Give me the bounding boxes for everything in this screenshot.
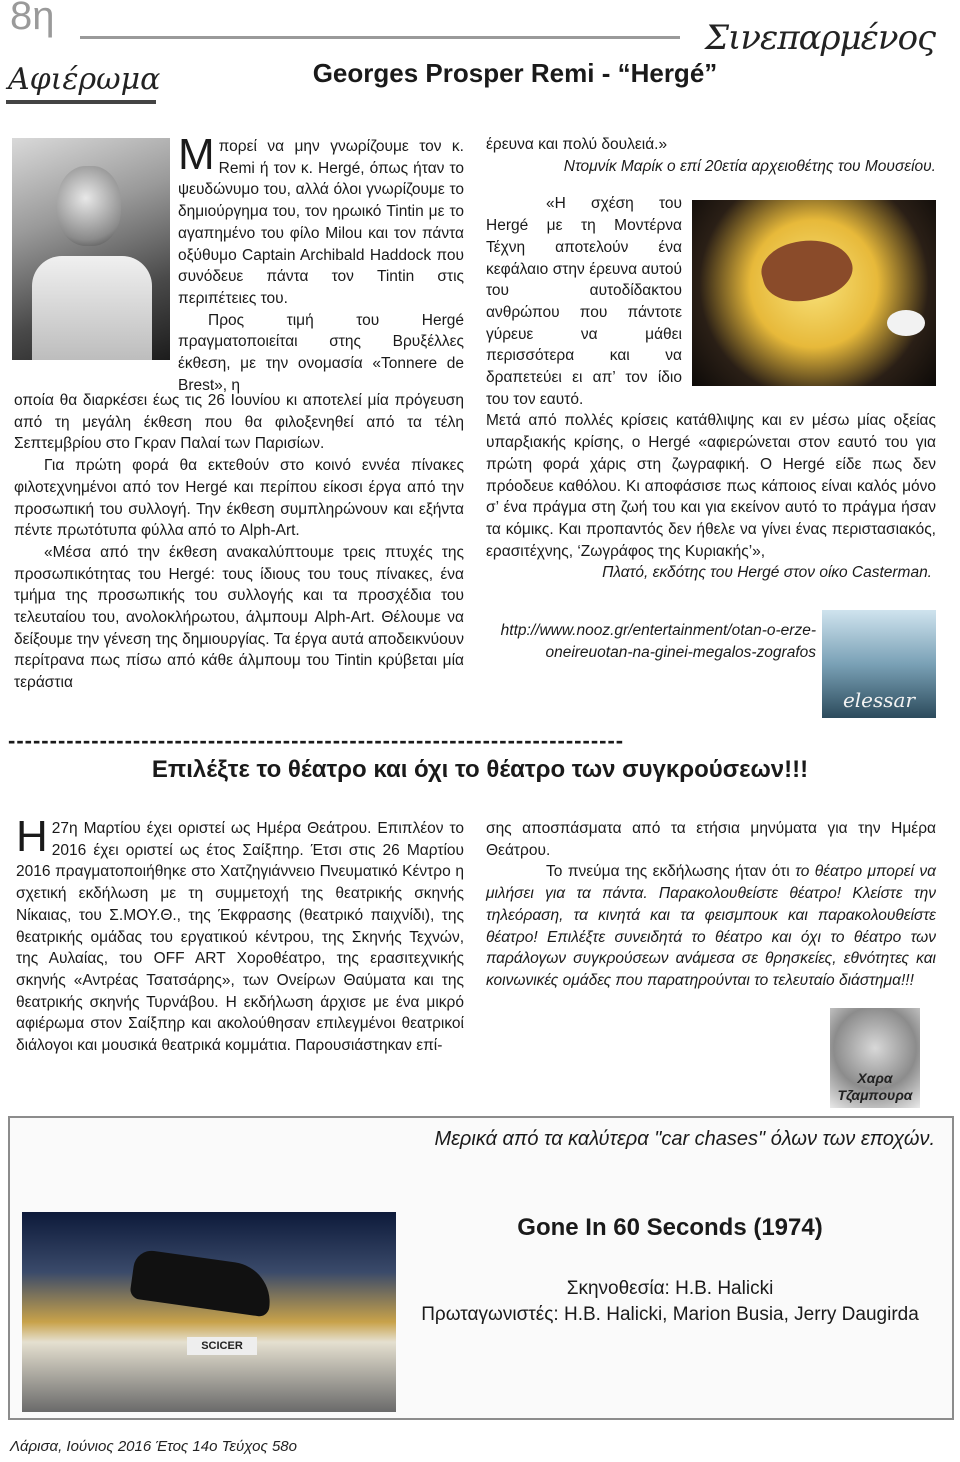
elessar-signature: elessar: [842, 688, 916, 712]
article1-p2-head: Προς τιμή του Hergé πραγματοποιείται στης Βρυξέλλες έκθεση, με την ονομασία «Tonnere de Brest», η: [178, 311, 464, 394]
article1-p3: Για πρώτη φορά θα εκτεθούν στο κοινό εννέα πίνακες φιλοτεχνημένοι από τον Hergé και περίπου είκοσι έργα από την προσωπική του συλλογή. Την έκθεση συμπληρώνουν και εξήντα πέντε πρωτότυπα φύλλα από το Alph-Art.: [14, 457, 464, 540]
article1-col2-p2b: Μετά από πολλές κρίσεις κατάθλιψης και εν μέσω μίας οξείας υπαρξιακής κρίσης, ο Hergé «αφιερώνεται στον εαυτό του για πρώτη φορά χάρις στη ζωγραφική. Ο Hergé είδε πως δεν πρόοδευε καθόλου. Κι αποφάσισε πως κάποιος είναι καλός μόνο σ’ ένα πράγμα στη ζωή του και για εκείνον αυτό το πράγμα ήσαν τα κόμικς. Και προπαντός δεν ήθελε να γίνει ένας περιστασιακός, ερασιτέχνης, ‘Ζωγράφος της Κυριακής’»,: [486, 412, 936, 560]
article1-col2-p2a: «Η σχέση του Hergé με τη Μοντέρνα Τέχνη αποτελούν ένα κεφάλαιο στην έρευνα αυτού του αυτοδίδακτου ανθρώπου που πάντοτε γύρευε να μάθει περισσότερα και να δραπετεύει ει απ’ τον ίδιο του τον εαυτό.: [486, 195, 682, 408]
dashed-separator: --------------------------------------------------------------------------: [8, 728, 625, 753]
article2-col2-p2-plain: Το πνεύμα της εκδήλωσης ήταν ότι: [546, 863, 796, 881]
movie-still-image: [22, 1212, 396, 1412]
article1-p2-rest: οποία θα διαρκέσει έως τις 26 Ιουνίου κι αποτελεί μία πρόγευση από τη μεγάλη έκθεση που θα φιλοξενηθεί από τα τέλη Σεπτεμβρίου στο Γκραν Παλαί των Παρισίων.: [14, 392, 464, 453]
dropcap: Μ: [178, 130, 215, 179]
box-caption: Μερικά από τα καλύτερα "car chases" όλων των εποχών.: [434, 1128, 935, 1150]
movie-title: Gone In 60 Seconds (1974): [517, 1214, 823, 1241]
photo-shirt: [32, 256, 152, 360]
article2-col2-p1: σης αποσπάσματα από τα ετήσια μηνύματα για την Ημέρα Θεάτρου.: [486, 820, 936, 859]
page-number: 8η: [10, 0, 55, 38]
elessar-signature-image: [822, 610, 936, 718]
movie-credits: [420, 1276, 920, 1328]
herge-photo: [12, 138, 170, 360]
article-title: Georges Prosper Remi - “Hergé”: [312, 58, 718, 88]
article2-col2-p2-italic: το θέατρο μπορεί να μιλήσει για τα πάντα. Παρακολουθείστε θέατρο! Κλείστε την τηλεόραση, τα κινητά και τα φεισμπουκ και παρακολουθείστε θέατρο! Επιλέξτε συνειδητά το θέατρο και όχι το θέατρο των παράλογων συγκρούσεων ανάμεσα σε θρησκείες, εθνότητες και κοινωνικές ομάδες που παρατηρούνται το τελευταίο διάστημα!!!: [486, 863, 936, 989]
article2-headline: Επιλέξτε το θέατρο και όχι το θέατρο των συγκρούσεων!!!: [151, 756, 809, 783]
section-label: Αφιέρωμα: [8, 62, 161, 97]
poster-label: SCICER: [187, 1337, 257, 1355]
header-rule: [80, 36, 680, 39]
brand-logo: Σινεπαρμένος: [705, 18, 936, 58]
article1-col1: [178, 130, 464, 396]
article1-p4: «Μέσα από την έκθεση ανακαλύπτουμε τρεις πτυχές της προσωπικότητας του Hergé: τους ίδιους του τους πίνακες, ένα τμήμα της προσωπικής του συλλογής και τα προσχέδια του τελευταίου του, ανολοκλήρωτου, άλμπουμ Alph-Art. Θέλουμε να δείξουμε την γένεση της δημιουργίας. Τα έργα αυτά αποδεικνύουν περίτρανα πως πίσω από κάθε άλμπουμ του Tintin κρύβεται μία τεράστια: [14, 543, 464, 692]
article2-col2-p2: [486, 861, 936, 991]
article1-intro: πορεί να μην γνωρίζουμε τον κ. Remi ή τον κ. Hergé, όπως ήταν το ψευδώνυμο του, αλλά όλοι γνωρίζουμε το δημιούργημα του, τον ηρωικό Tintin με το αγαπημένο του φίλο Milou και τον πάντα οξύθυμο Captain Archibald Haddock που συνόδευε πάντα τον Tintin στις περιπέτειες του.: [178, 138, 464, 307]
article2-col1: [16, 812, 464, 1057]
movie-cast: Πρωταγωνιστές: H.B. Halicki, Marion Busia, Jerry Daugirda: [421, 1304, 919, 1325]
police-car: [129, 1249, 275, 1318]
article1-attr2: Πλατό, εκδότης του Hergé στον οίκο Casterman.: [602, 564, 932, 582]
source-link[interactable]: http://www.nooz.gr/entertainment/otan-o-erze-oneireuotan-na-ginei-megalos-zografos: [500, 622, 816, 661]
author-photo: [830, 1008, 920, 1108]
tintin-illustration: [692, 200, 936, 386]
article2-dropcap: Η: [16, 812, 48, 861]
page-footer: Λάρισα, Ιούνιος 2016 Έτος 14ο Τεύχος 58ο: [10, 1438, 297, 1455]
photo-face: [57, 166, 121, 246]
milou-figure: [887, 310, 925, 336]
article1-col1-lower: [14, 390, 464, 694]
section-underline: [6, 100, 156, 104]
movie-director: Σκηνοθεσία: H.B. Halicki: [566, 1278, 774, 1299]
author-name-line1: Χαρα: [857, 1070, 893, 1086]
author-name-line2: Τζαμπουρα: [837, 1087, 913, 1103]
article2-text: 27η Μαρτίου έχει οριστεί ως Ημέρα Θεάτρου. Επιπλέον το 2016 έχει οριστεί ως έτος Σαίξπηρ. Έτσι στις 26 Μαρτίου 2016 πραγματοποιήθηκε στο Χατζηγιάννειο Πνευματικό Κέντρο η σχετική εκδήλωση με τη συμμετοχή της θεατρικής σκηνής Νίκαιας, του Σ.ΜΟΥ.Θ., της Έκφρασης (θεατρικό παιχνίδι), της θεατρικής ομάδας του εργατικού κέντρου, της Σκηνής Τεχνών, της Αυλαίας, του OFF ART Χοροθέατρο, της ερασιτεχνικής σκηνής «Αντρέας Τσατσάρης», των Ονείρων Θαύματα και της θεατρικής σκηνής Τυρνάβου. Η εκδήλωση άρχισε με ένα μικρό αφιέρωμα στον Σαίξπηρ και ακολούθησαν επιλεγμένοι θεατρικοί διάλογοι και μουσικά θεατρικά κομμάτια. Παρουσιάστηκαν επί-: [16, 820, 464, 1055]
tintin-figure: [756, 229, 858, 310]
article2-col2: [486, 818, 936, 992]
article1-attr1: Ντομνίκ Μαρίκ ο επί 20ετία αρχειοθέτης του Μουσείου.: [563, 157, 936, 175]
article1-col2-p1: έρευνα και πολύ δουλειά.»: [486, 136, 668, 153]
